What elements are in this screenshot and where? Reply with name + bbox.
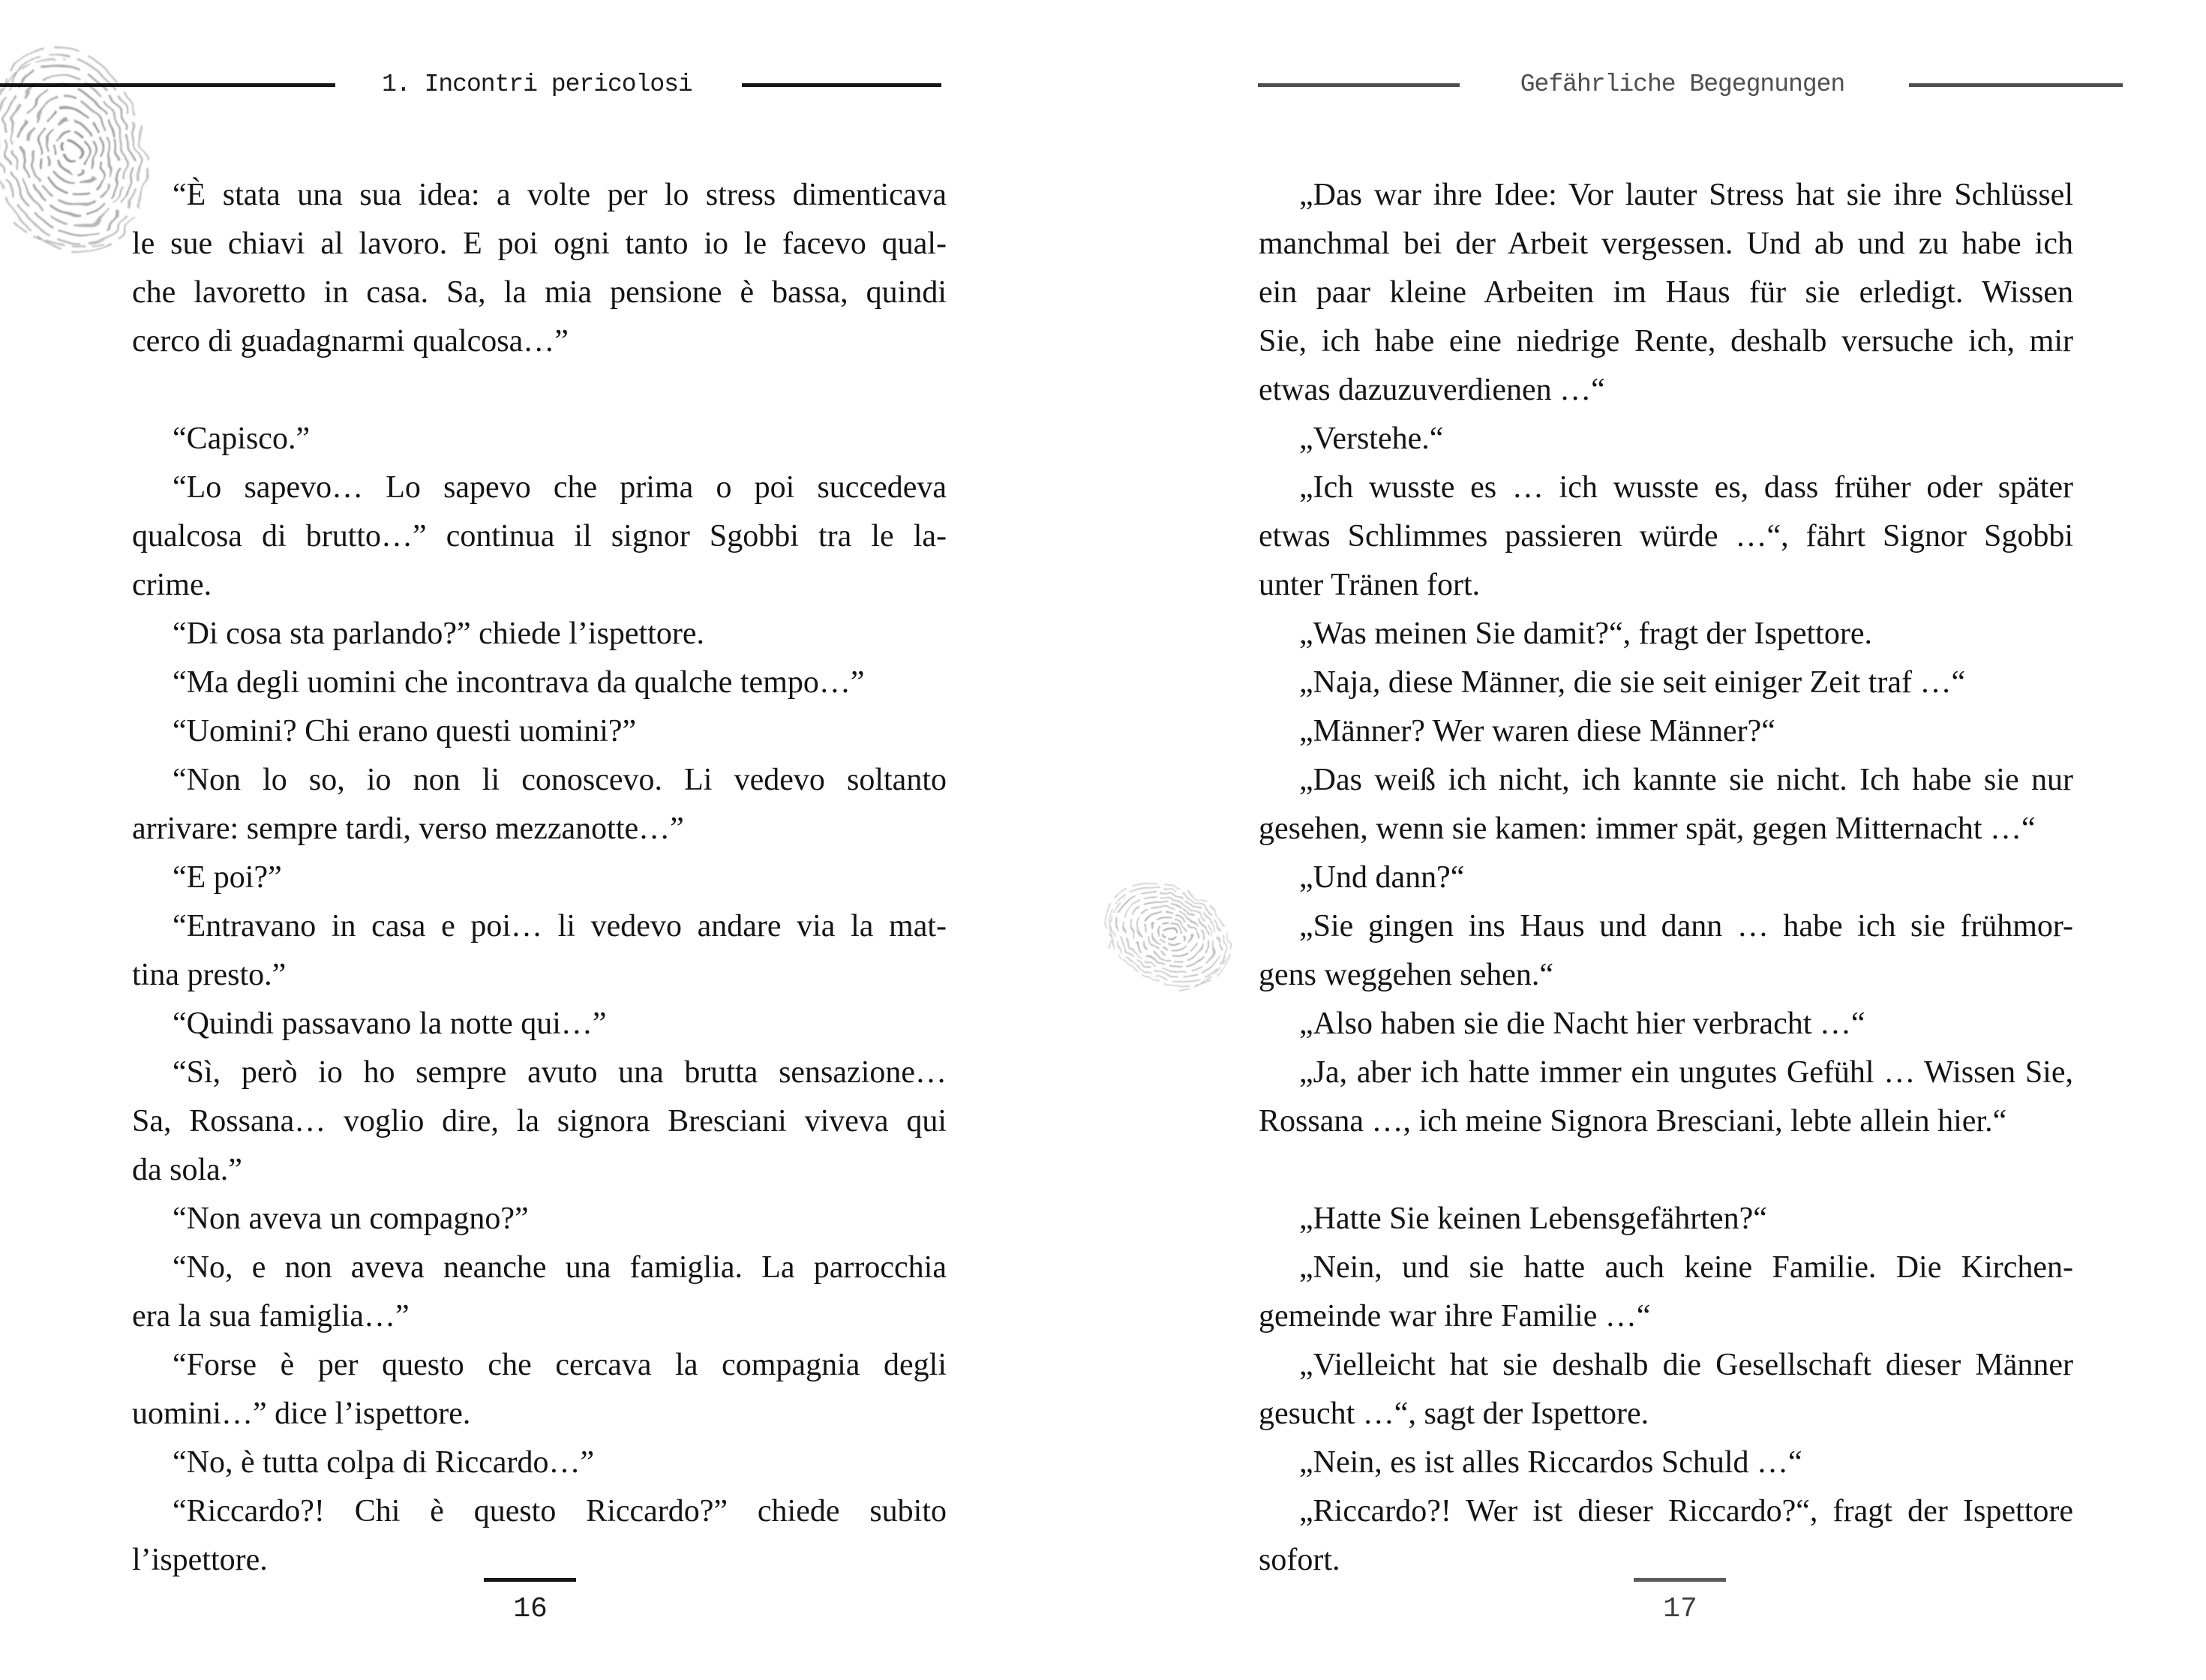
text-line: „Und dann?“ xyxy=(1299,860,1465,895)
text-line: etwas dazuzuverdienen …“ xyxy=(1259,373,1605,407)
text-line: „Also haben sie die Nacht hier verbracht …“ xyxy=(1299,1006,1865,1041)
text-line: qualcosa di brutto…” continua il signor Sgobbi tra le la- xyxy=(132,519,947,554)
text-line: che lavoretto in casa. Sa, la mia pensione è bassa, quindi xyxy=(132,275,947,310)
text-line: gemeinde war ihre Familie …“ xyxy=(1259,1299,1651,1334)
text-line: uomini…” dice l’ispettore. xyxy=(132,1396,471,1431)
text-line: “Riccardo?! Chi è questo Riccardo?” chiede subito xyxy=(173,1494,947,1528)
text-line: “Capisco.” xyxy=(173,422,311,456)
left-folio-rule xyxy=(484,1578,576,1582)
left-page-number: 16 xyxy=(513,1593,548,1625)
text-line: gens weggehen sehen.“ xyxy=(1259,958,1554,992)
text-line: “Lo sapevo… Lo sapevo che prima o poi succedeva xyxy=(173,470,947,505)
blank-line xyxy=(1259,1146,2073,1195)
right-folio-rule xyxy=(1634,1578,1726,1582)
text-line: gesehen, wenn sie kamen: immer spät, gegen Mitternacht …“ xyxy=(1259,812,2036,846)
right-page-number: 17 xyxy=(1663,1593,1697,1625)
text-line: Sie, ich habe eine niedrige Rente, deshalb versuche ich, mir xyxy=(1259,324,2073,358)
text-line: „Naja, diese Männer, die sie seit einiger Zeit traf …“ xyxy=(1299,665,1966,700)
text-line: tina presto.” xyxy=(132,958,287,992)
text-line: „Was meinen Sie damit?“, fragt der Ispettore. xyxy=(1299,616,1872,651)
fingerprint-center-margin xyxy=(1078,853,1261,1014)
text-line: da sola.” xyxy=(132,1153,242,1187)
left-page-text xyxy=(132,171,947,1585)
text-line: „Ja, aber ich hatte immer ein ungutes Gefühl … Wissen Sie, xyxy=(1299,1055,2073,1090)
text-line: “No, e non aveva neanche una famiglia. La parrocchia xyxy=(173,1250,947,1285)
text-line: ein paar kleine Arbeiten im Haus für sie erledigt. Wissen xyxy=(1259,275,2073,310)
right-page-text xyxy=(1259,171,2073,1585)
text-line: gesucht …“, sagt der Ispettore. xyxy=(1259,1396,1649,1431)
text-line: „Das war ihre Idee: Vor lauter Stress hat sie ihre Schlüssel xyxy=(1299,178,2073,212)
left-header-rule-right xyxy=(742,83,941,87)
text-line: era la sua famiglia…” xyxy=(132,1299,410,1334)
text-line: le sue chiavi al lavoro. E poi ogni tanto io le facevo qual- xyxy=(132,226,947,261)
text-line: „Riccardo?! Wer ist dieser Riccardo?“, fragt der Ispettore xyxy=(1299,1494,2073,1528)
text-line: arrivare: sempre tardi, verso mezzanotte…” xyxy=(132,812,684,846)
text-line: Sa, Rossana… voglio dire, la signora Bresciani viveva qui xyxy=(132,1104,947,1138)
fingerprint-top-left xyxy=(0,27,176,274)
text-line: “Entravano in casa e poi… li vedevo andare via la mat- xyxy=(173,909,947,944)
text-line: „Vielleicht hat sie deshalb die Gesellschaft dieser Männer xyxy=(1299,1348,2073,1382)
text-line: “Ma degli uomini che incontrava da qualche tempo…” xyxy=(173,665,865,700)
text-line: „Männer? Wer waren diese Männer?“ xyxy=(1299,714,1775,748)
text-line: “Non aveva un compagno?” xyxy=(173,1202,529,1236)
text-line: manchmal bei der Arbeit vergessen. Und ab und zu habe ich xyxy=(1259,226,2073,261)
blank-line xyxy=(132,366,947,415)
text-line: „Hatte Sie keinen Lebensgefährten?“ xyxy=(1299,1202,1767,1236)
text-line: „Nein, es ist alles Riccardos Schuld …“ xyxy=(1299,1445,1802,1480)
text-line: “Uomini? Chi erano questi uomini?” xyxy=(173,714,637,748)
text-line: unter Tränen fort. xyxy=(1259,568,1481,602)
text-line: “E poi?” xyxy=(173,860,282,895)
text-line: „Sie gingen ins Haus und dann … habe ich sie frühmor- xyxy=(1299,909,2073,944)
text-line: “Forse è per questo che cercava la compagnia degli xyxy=(173,1348,947,1382)
text-line: Rossana …, ich meine Signora Bresciani, lebte allein hier.“ xyxy=(1259,1104,2007,1138)
text-line: „Verstehe.“ xyxy=(1299,422,1444,456)
text-line: “È stata una sua idea: a volte per lo stress dimenticava xyxy=(173,178,947,212)
text-line: „Nein, und sie hatte auch keine Familie. Die Kirchen- xyxy=(1299,1250,2073,1285)
text-line: etwas Schlimmes passieren würde …“, fährt Signor Sgobbi xyxy=(1259,519,2073,554)
text-line: “Non lo so, io non li conoscevo. Li vedevo soltanto xyxy=(173,763,947,797)
text-line: crime. xyxy=(132,568,212,602)
left-page-header: 1. Incontri pericolosi xyxy=(382,70,692,98)
text-line: l’ispettore. xyxy=(132,1543,268,1577)
text-line: “Di cosa sta parlando?” chiede l’ispettore. xyxy=(173,616,705,651)
text-line: “No, è tutta colpa di Riccardo…” xyxy=(173,1445,595,1480)
right-page-header: Gefährliche Begegnungen xyxy=(1520,70,1845,98)
text-line: “Quindi passavano la notte qui…” xyxy=(173,1006,607,1041)
text-line: “Sì, però io ho sempre avuto una brutta sensazione… xyxy=(173,1055,947,1090)
right-header-rule-left xyxy=(1258,83,1460,87)
text-line: cerco di guadagnarmi qualcosa…” xyxy=(132,324,569,358)
text-line: „Ich wusste es … ich wusste es, dass früher oder später xyxy=(1299,470,2073,505)
right-header-rule-right xyxy=(1909,83,2123,87)
text-line: sofort. xyxy=(1259,1543,1340,1577)
text-line: „Das weiß ich nicht, ich kannte sie nicht. Ich habe sie nur xyxy=(1299,763,2073,797)
